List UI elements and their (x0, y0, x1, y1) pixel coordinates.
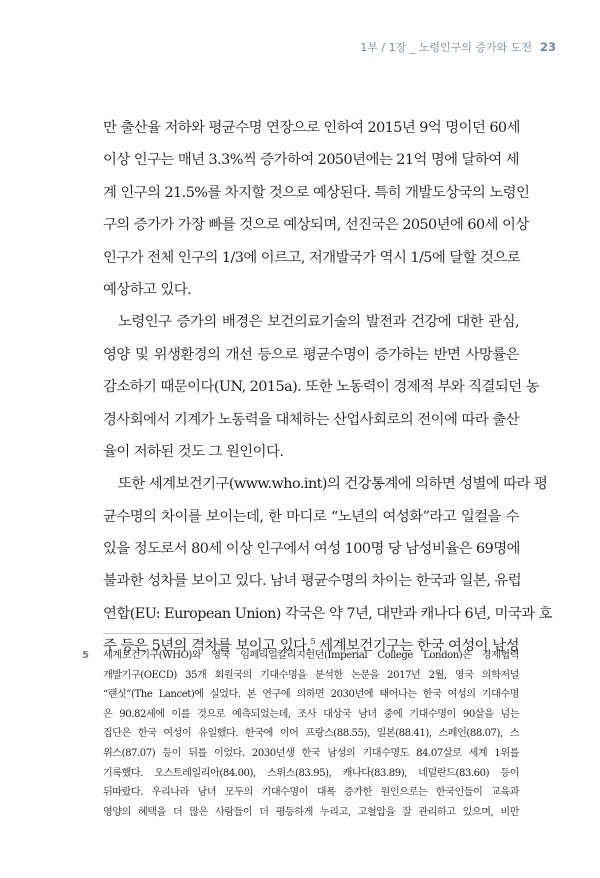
section-title: 1부 / 1장 _ 노령인구의 증가와 도전 (360, 41, 532, 54)
text-line: 불과한 성차를 보이고 있다. 남녀 평균수명의 차이는 한국과 일본, 유럽 (103, 573, 522, 590)
text-line: 계 인구의 21.5%를 차지할 것으로 예상된다. 특히 개발도상국의 노령인 (103, 184, 530, 201)
text-segment: 세계보건기구는 한국 여성이 남성 (319, 638, 519, 655)
text-line: 율이 저하된 것도 그 원인이다. (103, 443, 284, 460)
text-line: 이상 인구는 매년 3.3%씩 증가하여 2050년에는 21억 명에 달하여 세 (103, 152, 519, 169)
running-header (360, 39, 556, 55)
page-number: 23 (539, 40, 556, 54)
text-line: 영양 및 위생환경의 개선 등으로 평균수명이 증가하는 반면 사망률은 (103, 346, 519, 363)
footnote-marker[interactable]: 5 (310, 637, 316, 647)
footnote-divider (103, 633, 203, 634)
footnote-line: 개발기구(OECD) 35개 회원국의 기대수명을 분석한 논문을 2017년 2월, 영국 의학저널 (103, 669, 519, 681)
footnote-line: “랜싯”(The Lancet)에 실었다. 본 연구에 의하면 2030년에 태어나는 한국 여성의 기대수명 (103, 689, 519, 701)
text-line: 경사회에서 기계가 노동력을 대체하는 산업사회로의 전이에 따라 출산 (103, 411, 519, 428)
footnote-line: 기록했다. 오스트레일리아(84.00), 스위스(83.95), 캐나다(83.89), 네덜란드(83.60) 등이 (103, 767, 519, 779)
text-line: 예상하고 있다. (103, 281, 192, 298)
text-line: 만 출산율 저하와 평균수명 연장으로 인하여 2015년 9억 명이던 60세 (103, 120, 520, 136)
text-line: 노령인구 증가의 배경은 보건의료기술의 발전과 건강에 대한 관심, (118, 314, 519, 331)
footnote (82, 646, 519, 822)
text-segment: 주 등은 5년의 격차를 보이고 있다. (103, 638, 311, 655)
footnote-line: 세계보건기구(WHO)와 영국 임페리얼칼리지런던(Imperial College London)은 경제협력 (103, 650, 519, 661)
body-text (103, 112, 552, 663)
footnote-line: 은 90.82세에 이를 것으로 예측되었는데, 조사 대상국 남녀 중에 기대수명이 90살을 넘는 (103, 708, 519, 720)
text-line: 또한 세계보건기구(www.who.int)의 건강통계에 의하면 성별에 따라 평 (118, 476, 548, 493)
text-line: 연합(EU: European Union) 각국은 약 7년, 대만과 캐나다 6년, 미국과 호 (103, 605, 552, 622)
text-line: 인구가 전체 인구의 1/3에 이르고, 저개발국가 역시 1/5에 달할 것으로 (103, 249, 521, 266)
text-line: 균수명의 차이를 보이는데, 한 마디로 “노년의 여성화”라고 일컬을 수 (103, 508, 519, 525)
footnote-line: 위스(87.07) 등이 뒤를 이었다. 2030년생 한국 남성의 기대수명도 84.07살로 세계 1위를 (103, 747, 519, 759)
text-line: 감소하기 때문이다(UN, 2015a). 또한 노동력이 경제적 부와 직결되던 농 (103, 379, 539, 396)
footnote-line: 뒤따랐다. 우리나라 남녀 모두의 기대수명이 대폭 증가한 원인으로는 한국인들이 교육과 (103, 787, 519, 799)
footnote-line: 영양의 혜택을 더 많은 사람들이 더 평등하게 누리고, 고혈압을 잘 관리하고 있으며, 비만 (103, 806, 519, 818)
text-line: 있을 정도로서 80세 이상 인구에서 여성 100명 당 남성비율은 69명에 (103, 541, 520, 558)
text-line: 구의 증가가 가장 빠를 것으로 예상되며, 선진국은 2050년에 60세 이상 (103, 217, 529, 234)
footnote-line: 집단은 한국 여성이 유일했다. 한국에 이어 프랑스(88.55), 일본(88.41), 스페인(88.07), 스 (103, 728, 519, 740)
footnote-number: 5 (82, 650, 89, 661)
